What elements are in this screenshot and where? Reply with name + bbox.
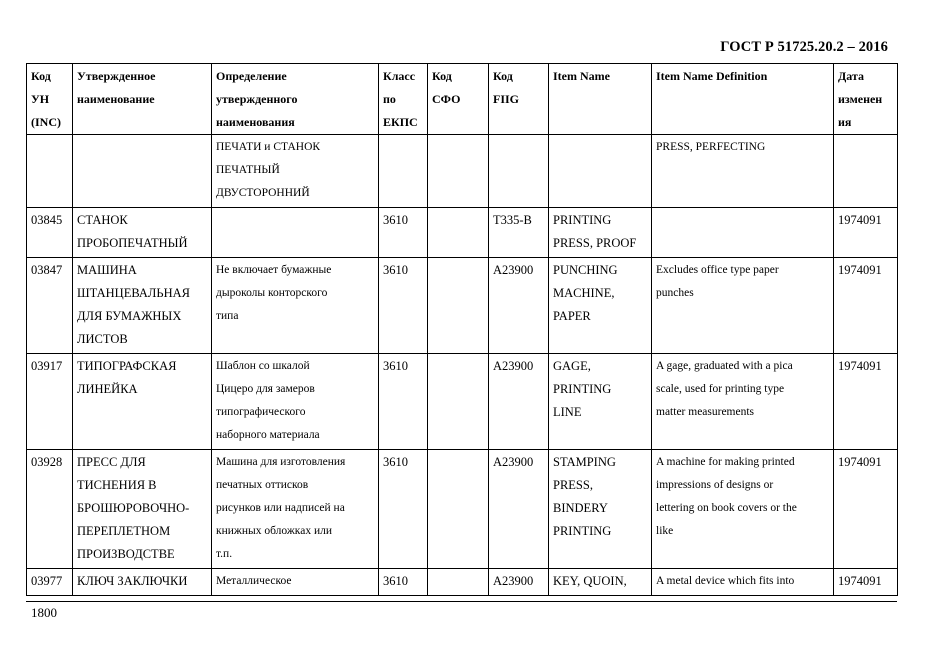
cell-line: ПЕЧАТНЫЙ [216, 164, 280, 176]
cell-item-name [549, 258, 652, 354]
table-bottom-border [26, 601, 897, 602]
cell-name [73, 258, 212, 354]
cell-line: punches [656, 287, 694, 299]
cell-line: МАШИНА [77, 263, 137, 277]
cell-line: 1974091 [838, 359, 882, 373]
cell-line: Машина для изготовления [216, 456, 346, 468]
table-header-row [27, 64, 898, 135]
cell-line: A23900 [493, 359, 534, 373]
catalog-table [26, 63, 898, 596]
cell-date [834, 354, 898, 450]
cell-date [834, 135, 898, 208]
cell-sfo [428, 450, 489, 569]
cell-line: matter measurements [656, 406, 755, 418]
column-header-line: Код [31, 69, 51, 83]
column-header-line: наименование [77, 92, 155, 106]
column-header-line: Определение [216, 69, 287, 83]
cell-line: LINE [553, 405, 582, 419]
cell-line: ЛИНЕЙКА [77, 382, 138, 396]
cell-line: 3610 [383, 455, 408, 469]
column-header-line: Код [493, 69, 513, 83]
cell-fiig [489, 569, 549, 596]
cell-line: A metal device which fits into [656, 575, 795, 587]
cell-line: lettering on book covers or the [656, 502, 797, 514]
column-header-line: наименования [216, 115, 295, 129]
cell-line: ТИПОГРАФСКАЯ [77, 359, 177, 373]
cell-line: PAPER [553, 309, 591, 323]
table-row [27, 135, 898, 208]
cell-line: книжных обложках или [216, 525, 332, 537]
cell-date [834, 450, 898, 569]
column-header-line: Дата [838, 69, 864, 83]
cell-line: A23900 [493, 455, 534, 469]
column-header-line: СФО [432, 92, 461, 106]
cell-line: 03917 [31, 359, 63, 373]
cell-inc [27, 258, 73, 354]
cell-line: т.п. [216, 548, 233, 560]
cell-line: 1974091 [838, 455, 882, 469]
cell-inc [27, 208, 73, 258]
table-row [27, 258, 898, 354]
cell-definition [212, 135, 379, 208]
cell-line: типа [216, 310, 239, 322]
cell-sfo [428, 569, 489, 596]
cell-definition [212, 208, 379, 258]
table-viewport [26, 63, 898, 602]
cell-line: наборного материала [216, 429, 320, 441]
column-header-line: утвержденного [216, 92, 298, 106]
column-header-inc [27, 64, 73, 135]
cell-ekps [379, 135, 428, 208]
cell-line: 03977 [31, 574, 63, 588]
cell-line: типографического [216, 406, 306, 418]
cell-item-def [652, 135, 834, 208]
cell-sfo [428, 208, 489, 258]
cell-line: Excludes office type paper [656, 264, 779, 276]
cell-line: KEY, QUOIN, [553, 574, 627, 588]
cell-line: BINDERY [553, 501, 608, 515]
cell-ekps [379, 208, 428, 258]
cell-line: рисунков или надписей на [216, 502, 345, 514]
column-header-line: (INC) [31, 115, 61, 129]
cell-line: 3610 [383, 359, 408, 373]
cell-name [73, 135, 212, 208]
column-header-ekps [379, 64, 428, 135]
cell-date [834, 208, 898, 258]
cell-line: scale, used for printing type [656, 383, 785, 395]
cell-line: A machine for making printed [656, 456, 795, 468]
cell-line: T335-B [493, 213, 532, 227]
cell-line: PRESS, [553, 478, 593, 492]
cell-line: ДЛЯ БУМАЖНЫХ [77, 309, 182, 323]
column-header-fiig [489, 64, 549, 135]
cell-line: печатных оттисков [216, 479, 309, 491]
cell-ekps [379, 569, 428, 596]
page-number: 1800 [31, 605, 57, 620]
cell-name [73, 450, 212, 569]
cell-item-def [652, 354, 834, 450]
cell-item-def [652, 569, 834, 596]
cell-line: 03845 [31, 213, 63, 227]
cell-line: ПЕРЕПЛЕТНОМ [77, 524, 171, 538]
cell-fiig [489, 135, 549, 208]
table-body [27, 135, 898, 596]
cell-line: 3610 [383, 213, 408, 227]
cell-definition [212, 569, 379, 596]
cell-item-name [549, 569, 652, 596]
cell-item-name [549, 450, 652, 569]
cell-inc [27, 450, 73, 569]
cell-fiig [489, 450, 549, 569]
cell-inc [27, 135, 73, 208]
cell-line: PUNCHING [553, 263, 618, 277]
cell-date [834, 258, 898, 354]
cell-definition [212, 258, 379, 354]
cell-line: PRESS, PROOF [553, 236, 637, 250]
column-header-line: по [383, 92, 396, 106]
column-header-line: изменен [838, 92, 883, 106]
cell-line: 3610 [383, 574, 408, 588]
cell-line: БРОШЮРОВОЧНО- [77, 501, 190, 515]
cell-sfo [428, 258, 489, 354]
table-row [27, 450, 898, 569]
cell-line: PRINTING [553, 382, 612, 396]
cell-name [73, 354, 212, 450]
cell-line: Шаблон со шкалой [216, 360, 310, 372]
cell-fiig [489, 258, 549, 354]
cell-line: Цицеро для замеров [216, 383, 315, 395]
cell-line: PRINTING [553, 213, 612, 227]
cell-name [73, 208, 212, 258]
table-row [27, 208, 898, 258]
column-header-line: Утвержденное [77, 69, 156, 83]
cell-line: ПРЕСС ДЛЯ [77, 455, 146, 469]
cell-line: 1974091 [838, 213, 882, 227]
cell-line: ДВУСТОРОННИЙ [216, 187, 310, 199]
cell-line: дыроколы конторского [216, 287, 328, 299]
table-row [27, 354, 898, 450]
cell-fiig [489, 354, 549, 450]
cell-fiig [489, 208, 549, 258]
cell-item-name [549, 354, 652, 450]
cell-item-def [652, 450, 834, 569]
column-header-line: УН [31, 92, 50, 106]
column-header-line: Класс [383, 69, 416, 83]
cell-line: 03928 [31, 455, 63, 469]
cell-line: PRESS, PERFECTING [656, 141, 766, 153]
column-header-line: Код [432, 69, 452, 83]
cell-line: STAMPING [553, 455, 616, 469]
cell-definition [212, 354, 379, 450]
cell-item-name [549, 135, 652, 208]
cell-line: ПЕЧАТИ и СТАНОК [216, 141, 321, 153]
cell-line: MACHINE, [553, 286, 615, 300]
cell-line: A23900 [493, 574, 534, 588]
cell-line: impressions of designs or [656, 479, 774, 491]
cell-inc [27, 354, 73, 450]
cell-sfo [428, 135, 489, 208]
cell-line: ПРОИЗВОДСТВЕ [77, 547, 175, 561]
cell-item-def [652, 258, 834, 354]
cell-line: ЛИСТОВ [77, 332, 128, 346]
column-header-line: Item Name [553, 69, 610, 83]
cell-ekps [379, 258, 428, 354]
cell-date [834, 569, 898, 596]
cell-line: 1974091 [838, 574, 882, 588]
cell-name [73, 569, 212, 596]
cell-line: 3610 [383, 263, 408, 277]
cell-line: like [656, 525, 674, 537]
cell-line: GAGE, [553, 359, 591, 373]
cell-inc [27, 569, 73, 596]
cell-item-name [549, 208, 652, 258]
cell-line: ШТАНЦЕВАЛЬНАЯ [77, 286, 190, 300]
column-header-date [834, 64, 898, 135]
cell-line: ТИСНЕНИЯ В [77, 478, 157, 492]
document-code-header: ГОСТ Р 51725.20.2 – 2016 [720, 39, 888, 55]
cell-line: A23900 [493, 263, 534, 277]
column-header-line: Item Name Definition [656, 69, 768, 83]
cell-line: 03847 [31, 263, 63, 277]
column-header-definition [212, 64, 379, 135]
cell-ekps [379, 450, 428, 569]
column-header-name [73, 64, 212, 135]
cell-item-def [652, 208, 834, 258]
cell-line: A gage, graduated with a pica [656, 360, 793, 372]
column-header-item-def [652, 64, 834, 135]
cell-line: Не включает бумажные [216, 264, 332, 276]
cell-sfo [428, 354, 489, 450]
cell-line: КЛЮЧ ЗАКЛЮЧКИ [77, 574, 188, 588]
column-header-line: ЕКПС [383, 115, 418, 129]
cell-ekps [379, 354, 428, 450]
cell-line: СТАНОК [77, 213, 128, 227]
column-header-line: FIIG [493, 92, 520, 106]
cell-definition [212, 450, 379, 569]
table-row [27, 569, 898, 596]
cell-line: PRINTING [553, 524, 612, 538]
column-header-item-name [549, 64, 652, 135]
cell-line: Металлическое [216, 575, 292, 587]
cell-line: 1974091 [838, 263, 882, 277]
cell-line: ПРОБОПЕЧАТНЫЙ [77, 236, 188, 250]
column-header-line: ия [838, 115, 852, 129]
column-header-sfo [428, 64, 489, 135]
